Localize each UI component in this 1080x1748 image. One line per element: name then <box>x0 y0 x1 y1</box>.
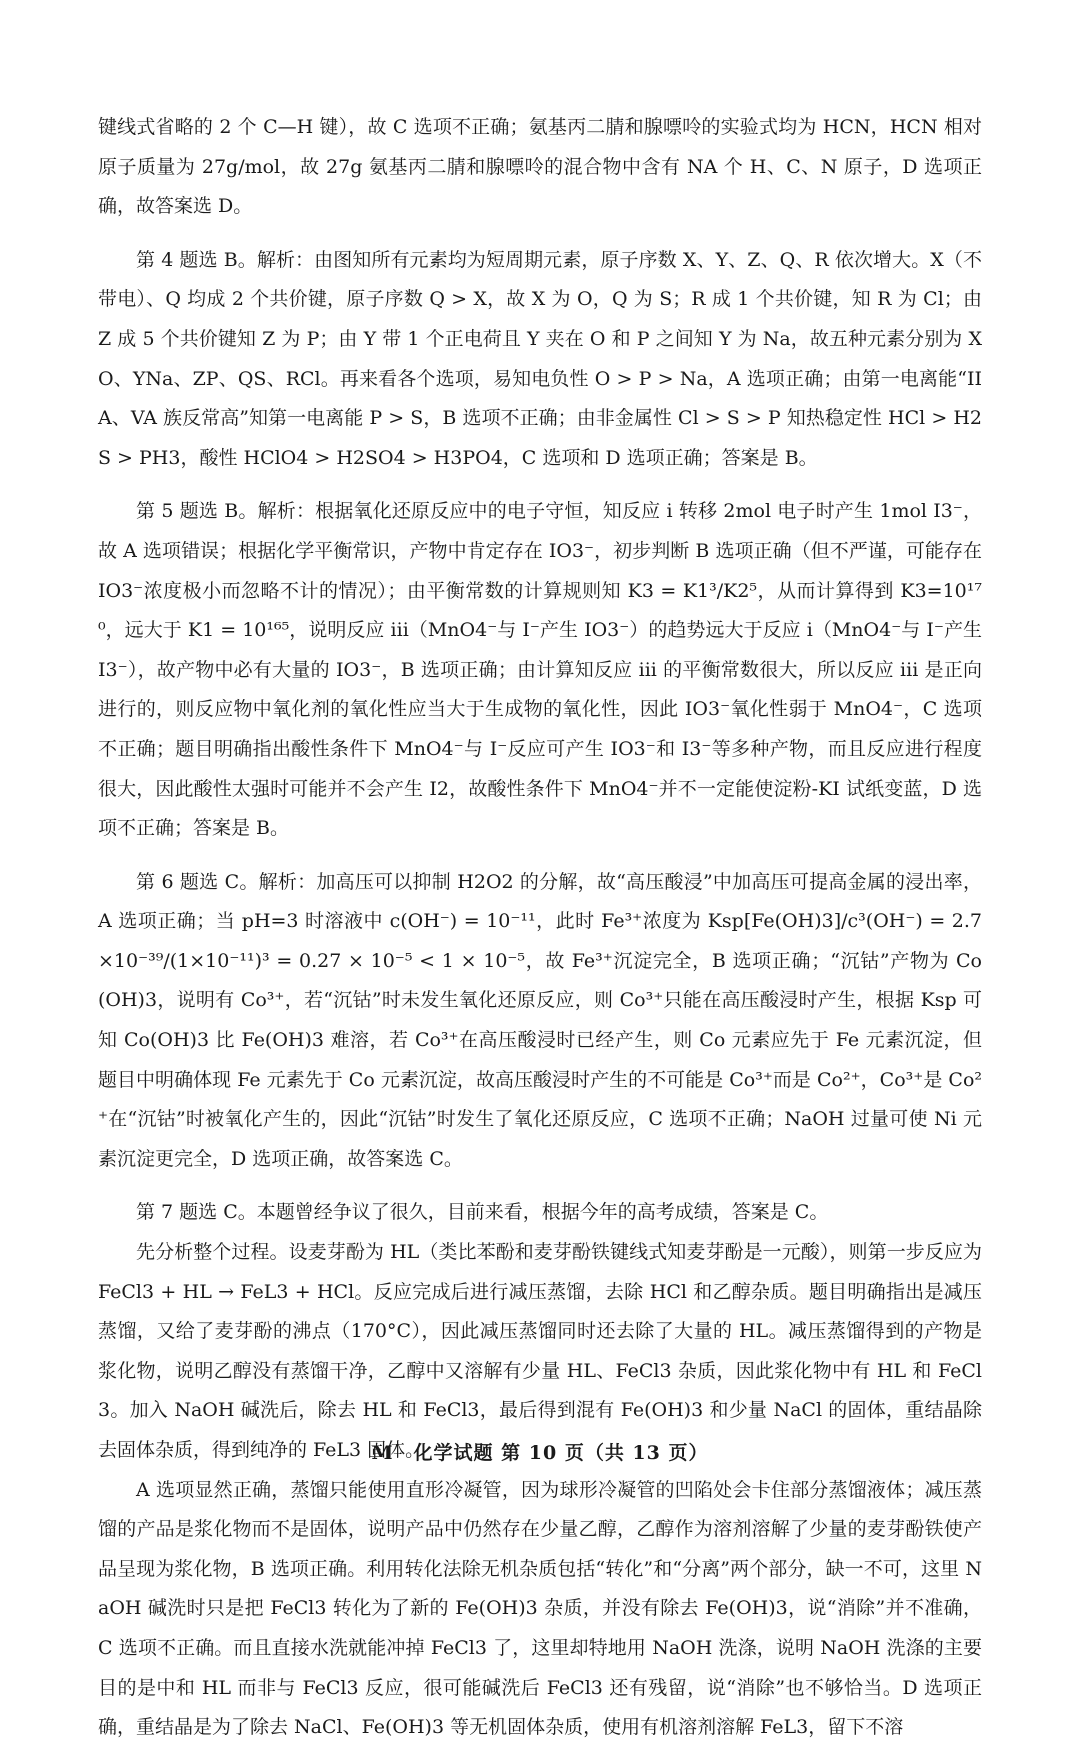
paragraph-q5: 第 5 题选 B。解析：根据氧化还原反应中的电子守恒，知反应 i 转移 2mol 电子时产生 1mol I3⁻，故 A 选项错误；根据化学平衡常识，产物中肯定存在 IO3⁻，初步判断 B 选项正确（但不严谨，可能存在 IO3⁻浓度极小而忽略不计的情况）；由平衡常数的计算规则知 K3 = K1³/K2⁵，从而计算得到 K3=10¹⁷⁰，远大于 K1 = 10¹⁶⁵，说明反应 iii（MnO4⁻与 I⁻产生 IO3⁻）的趋势远大于反应 i（MnO4⁻与 I⁻产生 I3⁻），故产物中必有大量的 IO3⁻，B 选项正确；由计算知反应 iii 的平衡常数很大，所以反应 iii 是正向进行的，则反应物中氧化剂的氧化性应当大于生成物的氧化性，因此 IO3⁻氧化性弱于 MnO4⁻，C 选项不正确；题目明确指出酸性条件下 MnO4⁻与 I⁻反应可产生 IO3⁻和 I3⁻等多种产物，而且反应进行程度很大，因此酸性太强时可能并不会产生 I2，故酸性条件下 MnO4⁻并不一定能使淀粉-KI 试纸变蓝，D 选项不正确；答案是 B。 <box>98 500 982 840</box>
paragraph-q4: 第 4 题选 B。解析：由图知所有元素均为短周期元素，原子序数 X、Y、Z、Q、R 依次增大。X（不带电）、Q 均成 2 个共价键，原子序数 Q > X，故 X 为 O，Q 为 S；R 成 1 个共价键，知 R 为 Cl；由 Z 成 5 个共价键知 Z 为 P；由 Y 带 1 个正电荷且 Y 夹在 O 和 P 之间知 Y 为 Na，故五种元素分别为 XO、YNa、ZP、QS、RCl。再来看各个选项，易知电负性 O > P > Na，A 选项正确；由第一电离能“IIA、VA 族反常高”知第一电离能 P > S，B 选项不正确；由非金属性 Cl > S > P 知热稳定性 HCl > H2S > PH3，酸性 HClO4 > H2SO4 > H3PO4，C 选项和 D 选项正确；答案是 B。 <box>98 248 982 469</box>
paragraph-q7-answer: 第 7 题选 C。本题曾经争议了很久，目前来看，根据今年的高考成绩，答案是 C。 <box>136 1201 829 1224</box>
paragraph-q7-options: A 选项显然正确，蒸馏只能使用直形冷凝管，因为球形冷凝管的凹陷处会卡住部分蒸馏液体；减压蒸馏的产品是浆化物而不是固体，说明产品中仍然存在少量乙醇，乙醇作为溶剂溶解了少量的麦芽酚铁使产品呈现为浆化物，B 选项正确。利用转化法除无机杂质包括“转化”和“分离”两个部分，缺一不可，这里 NaOH 碱洗时只是把 FeCl3 转化为了新的 Fe(OH)3 杂质，并没有除去 Fe(OH)3，说“消除”并不准确，C 选项不正确。而且直接水洗就能冲掉 FeCl3 了，这里却特地用 NaOH 洗涤，说明 NaOH 洗涤的主要目的是中和 HL 而非与 FeCl3 反应，很可能碱洗后 FeCl3 还有残留，说“消除”也不够恰当。D 选项正确，重结晶是为了除去 NaCl、Fe(OH)3 等无机固体杂质，使用有机溶剂溶解 FeL3，留下不溶 <box>98 1478 982 1739</box>
page-footer: M 化学试题 第 10 页（共 13 页） <box>371 1442 709 1464</box>
paragraph-q7-process: 先分析整个过程。设麦芽酚为 HL（类比苯酚和麦芽酚铁键线式知麦芽酚是一元酸），则第一步反应为 FeCl3 + HL → FeL3 + HCl。反应完成后进行减压蒸馏，去除 HCl 和乙醇杂质。题目明确指出是减压蒸馏，又给了麦芽酚的沸点（170°C），因此减压蒸馏同时还去除了大量的 HL。减压蒸馏得到的产物是浆化物，说明乙醇没有蒸馏干净，乙醇中又溶解有少量 HL、FeCl3 杂质，因此浆化物中有 HL 和 FeCl3。加入 NaOH 碱洗后，除去 HL 和 FeCl3，最后得到混有 Fe(OH)3 和少量 NaCl 的固体，重结晶除去固体杂质，得到纯净的 FeL3 固体。 <box>98 1241 982 1461</box>
paragraph-q3-end: 键线式省略的 2 个 C—H 键），故 C 选项不正确；氨基丙二腈和腺嘌呤的实验式均为 HCN，HCN 相对原子质量为 27g/mol，故 27g 氨基丙二腈和腺嘌呤的混合物中含有 NA 个 H、C、N 原子，D 选项正确，故答案选 D。 <box>98 116 982 218</box>
body-text <box>98 108 982 1748</box>
paragraph-q6: 第 6 题选 C。解析：加高压可以抑制 H2O2 的分解，故“高压酸浸”中加高压可提高金属的浸出率，A 选项正确；当 pH=3 时溶液中 c(OH⁻) = 10⁻¹¹，此时 Fe³⁺浓度为 Ksp[Fe(OH)3]/c³(OH⁻) = 2.7×10⁻³⁹/(1×10⁻¹¹)³ = 0.27 × 10⁻⁵ < 1 × 10⁻⁵，故 Fe³⁺沉淀完全，B 选项正确；“沉钴”产物为 Co(OH)3，说明有 Co³⁺，若“沉钴”时未发生氧化还原反应，则 Co³⁺只能在高压酸浸时产生，根据 Ksp 可知 Co(OH)3 比 Fe(OH)3 难溶，若 Co³⁺在高压酸浸时已经产生，则 Co 元素应先于 Fe 元素沉淀，但题目中明确体现 Fe 元素先于 Co 元素沉淀，故高压酸浸时产生的不可能是 Co³⁺而是 Co²⁺，Co³⁺是 Co²⁺在“沉钴”时被氧化产生的，因此“沉钴”时发生了氧化还原反应，C 选项不正确；NaOH 过量可使 Ni 元素沉淀更完全，D 选项正确，故答案选 C。 <box>98 870 982 1170</box>
